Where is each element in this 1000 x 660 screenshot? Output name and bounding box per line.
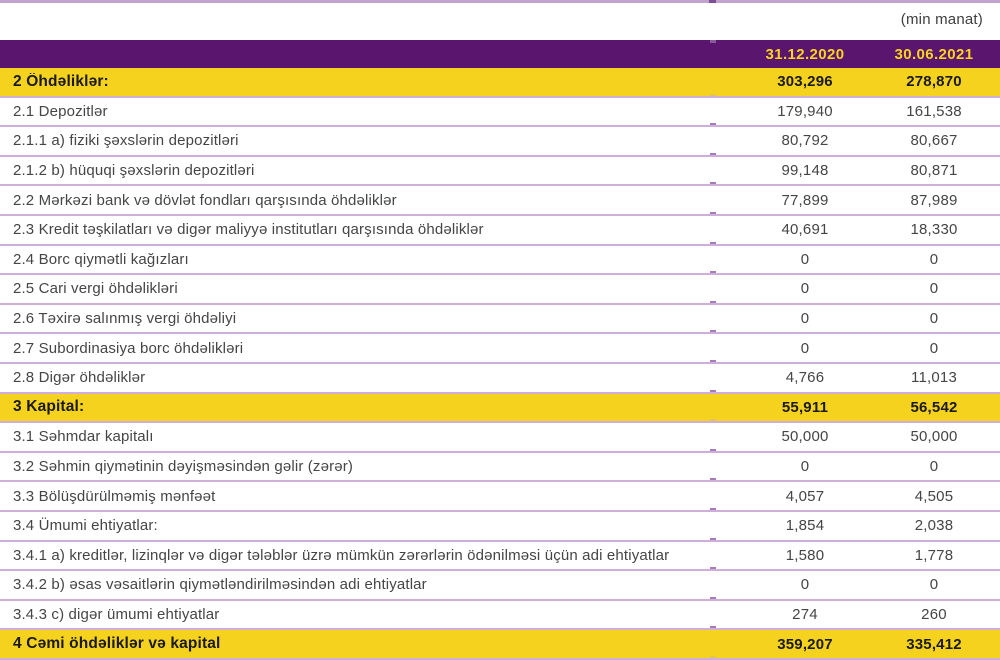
row-value-2021: 0	[929, 310, 939, 328]
row-label: 2 Öhdəliklər:	[13, 72, 109, 90]
row-value-2020: 77,899	[781, 191, 829, 209]
row-label: 3.3 Bölüşdürülməmiş mənfəət	[13, 487, 216, 505]
row-value-2020: 359,207	[777, 635, 833, 653]
row-value-2021: 50,000	[910, 428, 958, 446]
table-row	[0, 98, 1000, 128]
top-divider-rule	[0, 0, 1000, 3]
row-value-2020: 55,911	[781, 398, 829, 416]
table-row	[0, 542, 1000, 572]
row-value-2021: 2,038	[914, 517, 954, 535]
row-value-2020: 0	[800, 250, 810, 268]
liabilities-capital-table	[0, 40, 1000, 660]
table-row	[0, 364, 1000, 394]
row-value-2021: 335,412	[906, 635, 962, 653]
table-row	[0, 275, 1000, 305]
table-row	[0, 571, 1000, 601]
table-row	[0, 512, 1000, 542]
row-value-2021: 11,013	[911, 369, 957, 387]
row-value-2021: 260	[921, 605, 947, 623]
row-label: 3.4.3 c) digər ümumi ehtiyatlar	[13, 605, 220, 623]
table-row-section-liabilities	[0, 68, 1000, 98]
table-row	[0, 453, 1000, 483]
row-value-2020: 0	[800, 310, 810, 328]
row-label: 4 Cəmi öhdəliklər və kapital	[13, 635, 221, 653]
row-value-2021: 161,538	[906, 102, 962, 120]
row-value-2020: 40,691	[781, 221, 829, 239]
row-value-2020: 99,148	[781, 162, 829, 180]
row-label: 2.1 Depozitlər	[13, 102, 108, 120]
row-label: 2.1.1 a) fiziki şəxslərin depozitləri	[13, 132, 239, 150]
row-label: 2.2 Mərkəzi bank və dövlət fondları qarşısında öhdəliklər	[13, 191, 397, 209]
row-label: 3.1 Səhmdar kapitalı	[13, 428, 154, 446]
unit-note: (min manat)	[900, 11, 983, 28]
row-label: 2.5 Cari vergi öhdəlikləri	[13, 280, 178, 298]
row-value-2020: 1,580	[785, 546, 825, 564]
column-divider-tick	[709, 0, 716, 3]
row-label: 3.4.2 b) əsas vəsaitlərin qiymətləndirilməsindən adi ehtiyatlar	[13, 576, 427, 594]
table-row	[0, 334, 1000, 364]
column-header-2021: 30.06.2021	[894, 45, 974, 63]
row-value-2021: 87,989	[910, 191, 958, 209]
row-value-2020: 179,940	[777, 102, 833, 120]
column-header-2020: 31.12.2020	[765, 45, 845, 63]
row-label: 3.4.1 a) kreditlər, lizinqlər və digər tələblər üzrə mümkün zərərlərin ödənilməsi üçün adi ehtiyatlar	[13, 546, 670, 564]
row-label: 2.6 Təxirə salınmış vergi öhdəliyi	[13, 310, 237, 328]
table-row	[0, 482, 1000, 512]
row-value-2020: 50,000	[781, 428, 829, 446]
row-value-2021: 0	[929, 576, 939, 594]
table-row	[0, 246, 1000, 276]
table-row-section-capital	[0, 394, 1000, 424]
row-value-2020: 303,296	[777, 73, 833, 91]
row-value-2021: 56,542	[910, 398, 958, 416]
table-row	[0, 601, 1000, 631]
row-label: 3 Kapital:	[13, 398, 85, 416]
row-label: 3.2 Səhmin qiymətinin dəyişməsindən gəlir (zərər)	[13, 458, 353, 476]
row-value-2020: 4,766	[785, 369, 825, 387]
row-value-2021: 1,778	[914, 546, 954, 564]
row-value-2021: 18,330	[910, 221, 958, 239]
table-row	[0, 186, 1000, 216]
table-row-section-total	[0, 630, 1000, 660]
row-label: 2.4 Borc qiymətli kağızları	[13, 250, 189, 268]
row-label: 2.1.2 b) hüquqi şəxslərin depozitləri	[13, 162, 255, 180]
row-value-2021: 80,871	[910, 162, 958, 180]
table-row	[0, 423, 1000, 453]
row-value-2021: 0	[929, 458, 939, 476]
row-label: 2.8 Digər öhdəliklər	[13, 369, 146, 387]
row-value-2020: 0	[800, 458, 810, 476]
row-value-2020: 0	[800, 339, 810, 357]
row-label: 2.7 Subordinasiya borc öhdəlikləri	[13, 339, 244, 357]
table-row	[0, 127, 1000, 157]
table-row	[0, 216, 1000, 246]
row-value-2021: 4,505	[914, 487, 954, 505]
row-value-2020: 0	[800, 576, 810, 594]
row-value-2021: 0	[929, 339, 939, 357]
row-value-2020: 274	[792, 605, 818, 623]
row-value-2021: 0	[929, 250, 939, 268]
row-value-2020: 4,057	[785, 487, 825, 505]
row-value-2021: 278,870	[906, 73, 962, 91]
row-value-2021: 0	[929, 280, 939, 298]
row-label: 3.4 Ümumi ehtiyatlar:	[13, 517, 158, 535]
row-value-2020: 1,854	[785, 517, 825, 535]
row-value-2021: 80,667	[910, 132, 958, 150]
row-value-2020: 80,792	[781, 132, 829, 150]
table-row	[0, 157, 1000, 187]
table-row	[0, 305, 1000, 335]
row-label: 2.3 Kredit təşkilatları və digər maliyyə institutları qarşısında öhdəliklər	[13, 221, 484, 239]
table-header-row	[0, 40, 1000, 68]
row-value-2020: 0	[800, 280, 810, 298]
